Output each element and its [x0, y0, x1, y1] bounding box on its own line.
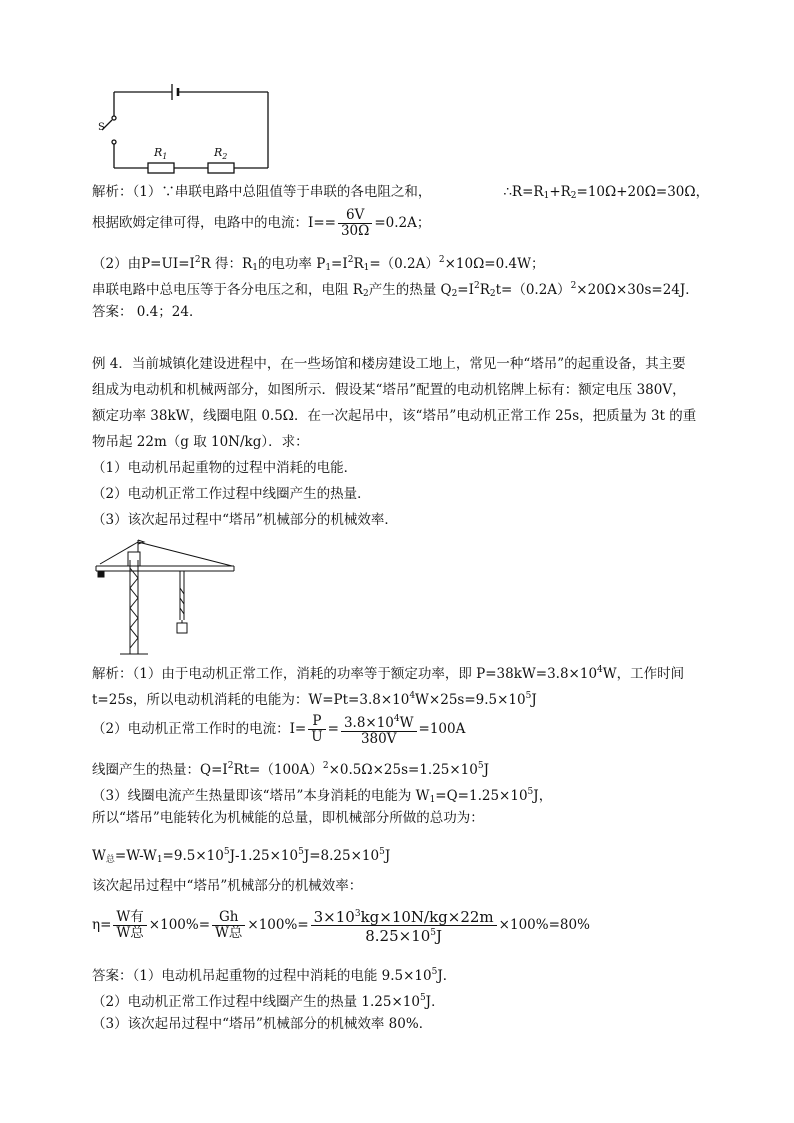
ex4-para-line2: 组成为电动机和机械两部分，如图所示．假设某“塔吊”配置的电动机铭牌上标有：额定电压 380V，	[92, 382, 686, 398]
sol2-answer1: 答案：（1）电动机吊起重物的过程中消耗的电能 $9.5\times 10^5J$．	[92, 967, 457, 984]
sol2-line3: （2）电动机正常工作时的电流：I= $\frac{P}{U}$ = $\frac{3.8\times 10^4W}{380V}$ =100A	[92, 713, 466, 747]
current-fraction-2: $\frac{3.8\times 10^4W}{380V}$	[341, 712, 417, 747]
current-fraction-1: $\frac{P}{U}$	[308, 714, 325, 745]
sol1-line4: 串联电路中总电压等于各分电压之和，电阻 $R_2$产生的热量 $Q_2=I^2R_2t=(0.2A)^2\times 20\Omega\times 30s=24J$．	[92, 281, 699, 299]
r2-sub: 2	[222, 152, 228, 161]
sol2-answer2: （2）电动机正常工作过程中线圈产生的热量 $1.25\times 10^5J$．	[92, 993, 445, 1010]
ex4-question1: （1）电动机吊起重物的过程中消耗的电能．	[92, 460, 358, 476]
current-fraction: $\frac{6V}{30\Omega}$	[338, 208, 372, 239]
sol2-answer3: （3）该次起吊过程中“塔吊”机械部分的机械效率 80%．	[92, 1016, 433, 1032]
sol2-line1: 解析：（1）由于电动机正常工作，消耗的功率等于额定功率，即 $P=38kW=3.8\times 10^4W$，工作时间	[92, 665, 685, 682]
sol1-line1: 解析：（1）∵串联电路中总阻值等于串联的各电阻之和， $\therefore R=R_1+R_2=10\Omega+20\Omega=30\Omega$，	[92, 184, 710, 201]
sol1-answer: 答案： 0.4；24．	[92, 304, 203, 320]
efficiency-fraction-2: $\frac{Gh}{\text{W总}}$	[212, 910, 245, 941]
svg-text:S: S	[98, 122, 105, 133]
resistor-r1	[148, 163, 174, 173]
ex4-question2: （2）电动机正常工作过程中线圈产生的热量．	[92, 486, 371, 502]
sol2-line5: （3）线圈电流产生热量即该“塔吊”本身消耗的电能为 $W_1=Q=1.25\times 10^5J$，	[92, 787, 553, 805]
circuit-diagram	[92, 78, 274, 178]
sol1-line2: 根据欧姆定律可得，电路中的电流：I== $\frac{6V}{30\Omega}$ =0.2A；	[92, 207, 431, 239]
ex4-para-line1: 例 4．当前城镇化建设进程中，在一些场馆和楼房建设工地上，常见一种“塔吊”的起重设备，其主要	[92, 356, 686, 372]
resistor-r2	[208, 163, 234, 173]
r1-sub: 1	[162, 152, 168, 161]
tower-crane-figure	[92, 538, 238, 656]
r1-label: R	[154, 146, 163, 159]
sol2-line8: 该次起吊过程中“塔吊”机械部分的机械效率：	[92, 878, 363, 894]
sol2-line4: 线圈产生的热量：$Q=I^2Rt=(100A)^2\times 0.5\Omega\times 25s=1.25\times 10^5J$	[92, 761, 490, 778]
sol2-line2: t=25s，所以电动机消耗的电能为：$W=Pt=3.8\times 10^4W\times 25s=9.5\times 10^5J$	[92, 691, 537, 708]
ex4-question3: （3）该次起吊过程中“塔吊”机械部分的机械效率．	[92, 512, 398, 528]
sol1-line3: （2）由$P=UI=I^2R$ 得：$R_1$的电功率 $P_1=I^2R_1=(0.2A)^2\times 10\Omega=0.4W$；	[92, 255, 545, 273]
sol2-line7: $W_总=W-W_1=9.5\times 10^5J-1.25\times 10^5J=8.25\times 10^5J$	[92, 847, 391, 865]
svg-text:R1	[153, 146, 167, 161]
svg-text:R2	[213, 146, 227, 161]
ex4-para-line3: 额定功率 38kW，线圈电阻 0.5Ω．在一次起吊中，该“塔吊”电动机正常工作 25s，把质量为 3t 的重	[92, 408, 697, 424]
sol2-line6: 所以“塔吊”电能转化为机械能的总量，即机械部分所做的总功为：	[92, 810, 484, 826]
ex4-para-line4: 物吊起 22m（g 取 10N/kg）．求：	[92, 434, 309, 450]
sol2-efficiency-formula: η= $\frac{\text{W有}}{\text{W总}}$ ×100%= $\frac{Gh}{\text{W总}}$ ×100%= $\frac{3\times 10^3kg\times 10N/kg\times 22m}{8.25\times 10^5J}$ ×100%=80%	[92, 908, 590, 945]
r2-label: R	[214, 146, 223, 159]
efficiency-fraction-3: $\frac{3\times 10^3kg\times 10N/kg\times 22m}{8.25\times 10^5J}$	[311, 907, 497, 944]
efficiency-fraction-1: $\frac{\text{W有}}{\text{W总}}$	[113, 910, 146, 941]
